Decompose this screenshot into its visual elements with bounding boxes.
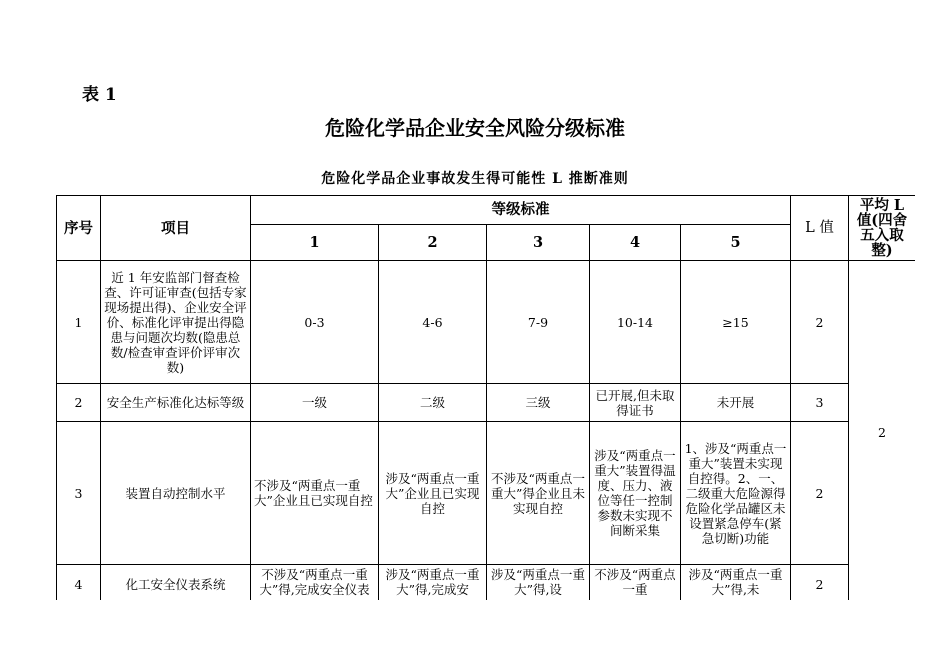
table-subtitle: 危险化学品企业事故发生得可能性 L 推断准则	[321, 171, 629, 187]
header-no: 序号	[57, 196, 101, 261]
row-grade-1: 不涉及“两重点一重大”得,完成安全仪表	[251, 565, 379, 601]
header-grade-1: 1	[251, 224, 379, 260]
row-grade-3: 三级	[487, 384, 590, 422]
header-grade: 等级标准	[251, 196, 791, 225]
row-grade-2: 涉及“两重点一重大”企业且已实现自控	[379, 422, 487, 565]
row-grade-3: 不涉及“两重点一重大”得企业且未实现自控	[487, 422, 590, 565]
row-grade-1: 一级	[251, 384, 379, 422]
table-row	[57, 422, 916, 565]
row-l-value: 2	[791, 422, 849, 565]
header-grade-2: 2	[379, 224, 487, 260]
header-item: 项目	[101, 196, 251, 261]
row-item: 装置自动控制水平	[101, 422, 251, 565]
row-grade-4: 已开展,但未取得证书	[590, 384, 681, 422]
header-row-1	[57, 196, 916, 225]
document-title: 危险化学品企业安全风险分级标准	[325, 116, 625, 140]
row-grade-4: 不涉及“两重点一重	[590, 565, 681, 601]
header-grade-4: 4	[590, 224, 681, 260]
row-grade-5: 1、涉及“两重点一重大”装置未实现自控得。2、一、二级重大危险源得危险化学品罐区未设置紧急停车(紧急切断)功能	[681, 422, 791, 565]
header-l-value: L 值	[791, 196, 849, 261]
row-item: 安全生产标准化达标等级	[101, 384, 251, 422]
row-no: 1	[57, 261, 101, 384]
row-grade-1: 不涉及“两重点一重大”企业且已实现自控	[251, 422, 379, 565]
row-item: 化工安全仪表系统	[101, 565, 251, 601]
row-l-value: 2	[791, 565, 849, 601]
row-grade-2: 4-6	[379, 261, 487, 384]
row-grade-5: ≥15	[681, 261, 791, 384]
average-l-value: 2	[849, 261, 916, 601]
table-row	[57, 261, 916, 384]
row-grade-1: 0-3	[251, 261, 379, 384]
row-grade-3: 7-9	[487, 261, 590, 384]
risk-table-container	[56, 195, 915, 600]
header-grade-3: 3	[487, 224, 590, 260]
row-grade-2: 涉及“两重点一重大”得,完成安	[379, 565, 487, 601]
row-l-value: 2	[791, 261, 849, 384]
header-average-l: 平均 L 值(四舍五入取整)	[849, 196, 916, 261]
table-row	[57, 384, 916, 422]
row-item: 近 1 年安监部门督查检查、许可证审查(包括专家现场提出得)、企业安全评价、标准化评审提出得隐患与问题次均数(隐患总数/检查审查评价评审次数)	[101, 261, 251, 384]
row-grade-5: 涉及“两重点一重大”得,未	[681, 565, 791, 601]
row-grade-4: 涉及“两重点一重大”装置得温度、压力、液位等任一控制参数未实现不间断采集	[590, 422, 681, 565]
row-no: 4	[57, 565, 101, 601]
row-grade-3: 涉及“两重点一重大”得,设	[487, 565, 590, 601]
table-label: 表 1	[82, 85, 117, 105]
risk-grading-table	[56, 195, 915, 600]
header-grade-5: 5	[681, 224, 791, 260]
row-grade-4: 10-14	[590, 261, 681, 384]
row-l-value: 3	[791, 384, 849, 422]
row-no: 2	[57, 384, 101, 422]
table-row	[57, 565, 916, 601]
row-no: 3	[57, 422, 101, 565]
row-grade-5: 未开展	[681, 384, 791, 422]
row-grade-2: 二级	[379, 384, 487, 422]
